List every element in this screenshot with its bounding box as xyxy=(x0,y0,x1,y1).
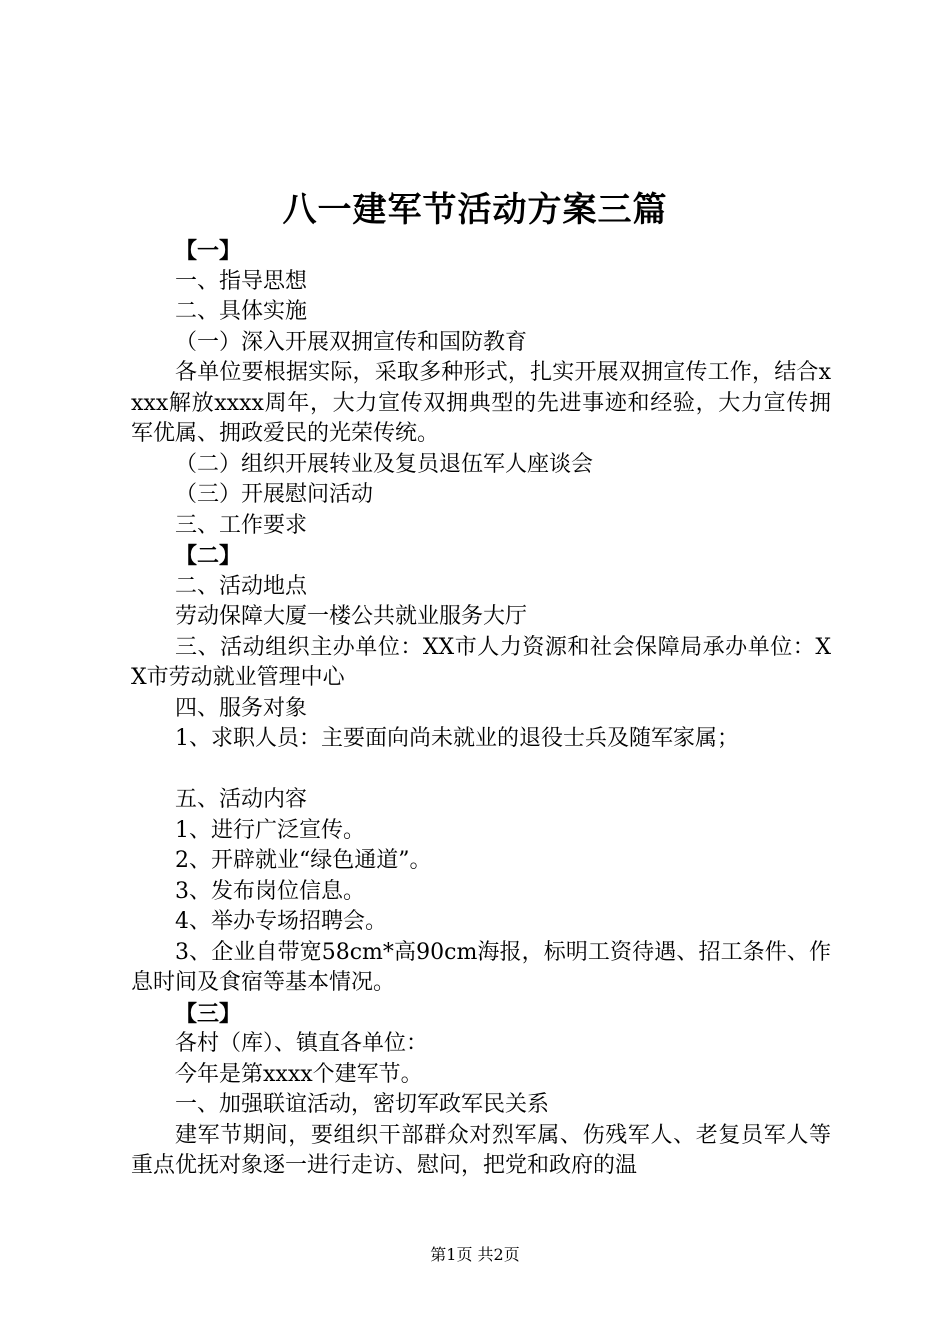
paragraph: （一）深入开展双拥宣传和国防教育 xyxy=(175,329,528,355)
paragraph: 五、活动内容 xyxy=(175,787,308,812)
document-title: 八一建军节活动方案三篇 xyxy=(282,190,668,230)
paragraph: 3、发布岗位信息。 xyxy=(175,878,365,904)
paragraph: 1、求职人员：主要面向尚未就业的退役士兵及随军家属； xyxy=(175,726,739,751)
blank-line xyxy=(131,755,831,786)
paragraph: 1、进行广泛宣传。 xyxy=(175,817,365,843)
paragraph: 一、加强联谊活动，密切军政军民关系 xyxy=(175,1092,550,1117)
paragraph: 各单位要根据实际，采取多种形式，扎实开展双拥宣传工作，结合xxxx解放xxxx周年，大力宣传双拥典型的先进事迹和经验，大力宣传拥军优属、拥政爱民的光荣传统。 xyxy=(131,360,831,446)
paragraph: 各村（库）、镇直各单位： xyxy=(175,1031,429,1056)
paragraph: 二、具体实施 xyxy=(175,299,308,324)
document-body xyxy=(131,236,831,1182)
paragraph: 2、开辟就业“绿色通道”。 xyxy=(175,848,432,873)
paragraph: （三）开展慰问活动 xyxy=(175,482,374,507)
paragraph: 四、服务对象 xyxy=(175,695,308,721)
paragraph: 建军节期间，要组织干部群众对烈军属、伤残军人、老复员军人等重点优抚对象逐一进行走访、慰问，把党和政府的温 xyxy=(131,1122,831,1178)
paragraph: 一、指导思想 xyxy=(175,268,308,294)
paragraph: （二）组织开展转业及复员退伍军人座谈会 xyxy=(175,451,594,477)
paragraph: 劳动保障大厦一楼公共就业服务大厅 xyxy=(175,604,528,629)
paragraph: 三、活动组织主办单位：XX市人力资源和社会保障局承办单位：XX市劳动就业管理中心 xyxy=(131,634,831,690)
section-heading-3: 【三】 xyxy=(175,1000,242,1027)
paragraph: 4、举办专场招聘会。 xyxy=(175,909,387,934)
section-heading-1: 【一】 xyxy=(175,238,242,264)
section-heading-2: 【二】 xyxy=(175,543,242,569)
paragraph: 3、企业自带宽58cm*高90cm海报，标明工资待遇、招工条件、作息时间及食宿等基本情况。 xyxy=(131,939,831,995)
page-footer: 第1页 共2页 xyxy=(430,1245,520,1264)
paragraph: 三、工作要求 xyxy=(175,512,308,538)
paragraph: 二、活动地点 xyxy=(175,573,308,599)
paragraph: 今年是第xxxx个建军节。 xyxy=(175,1061,423,1087)
